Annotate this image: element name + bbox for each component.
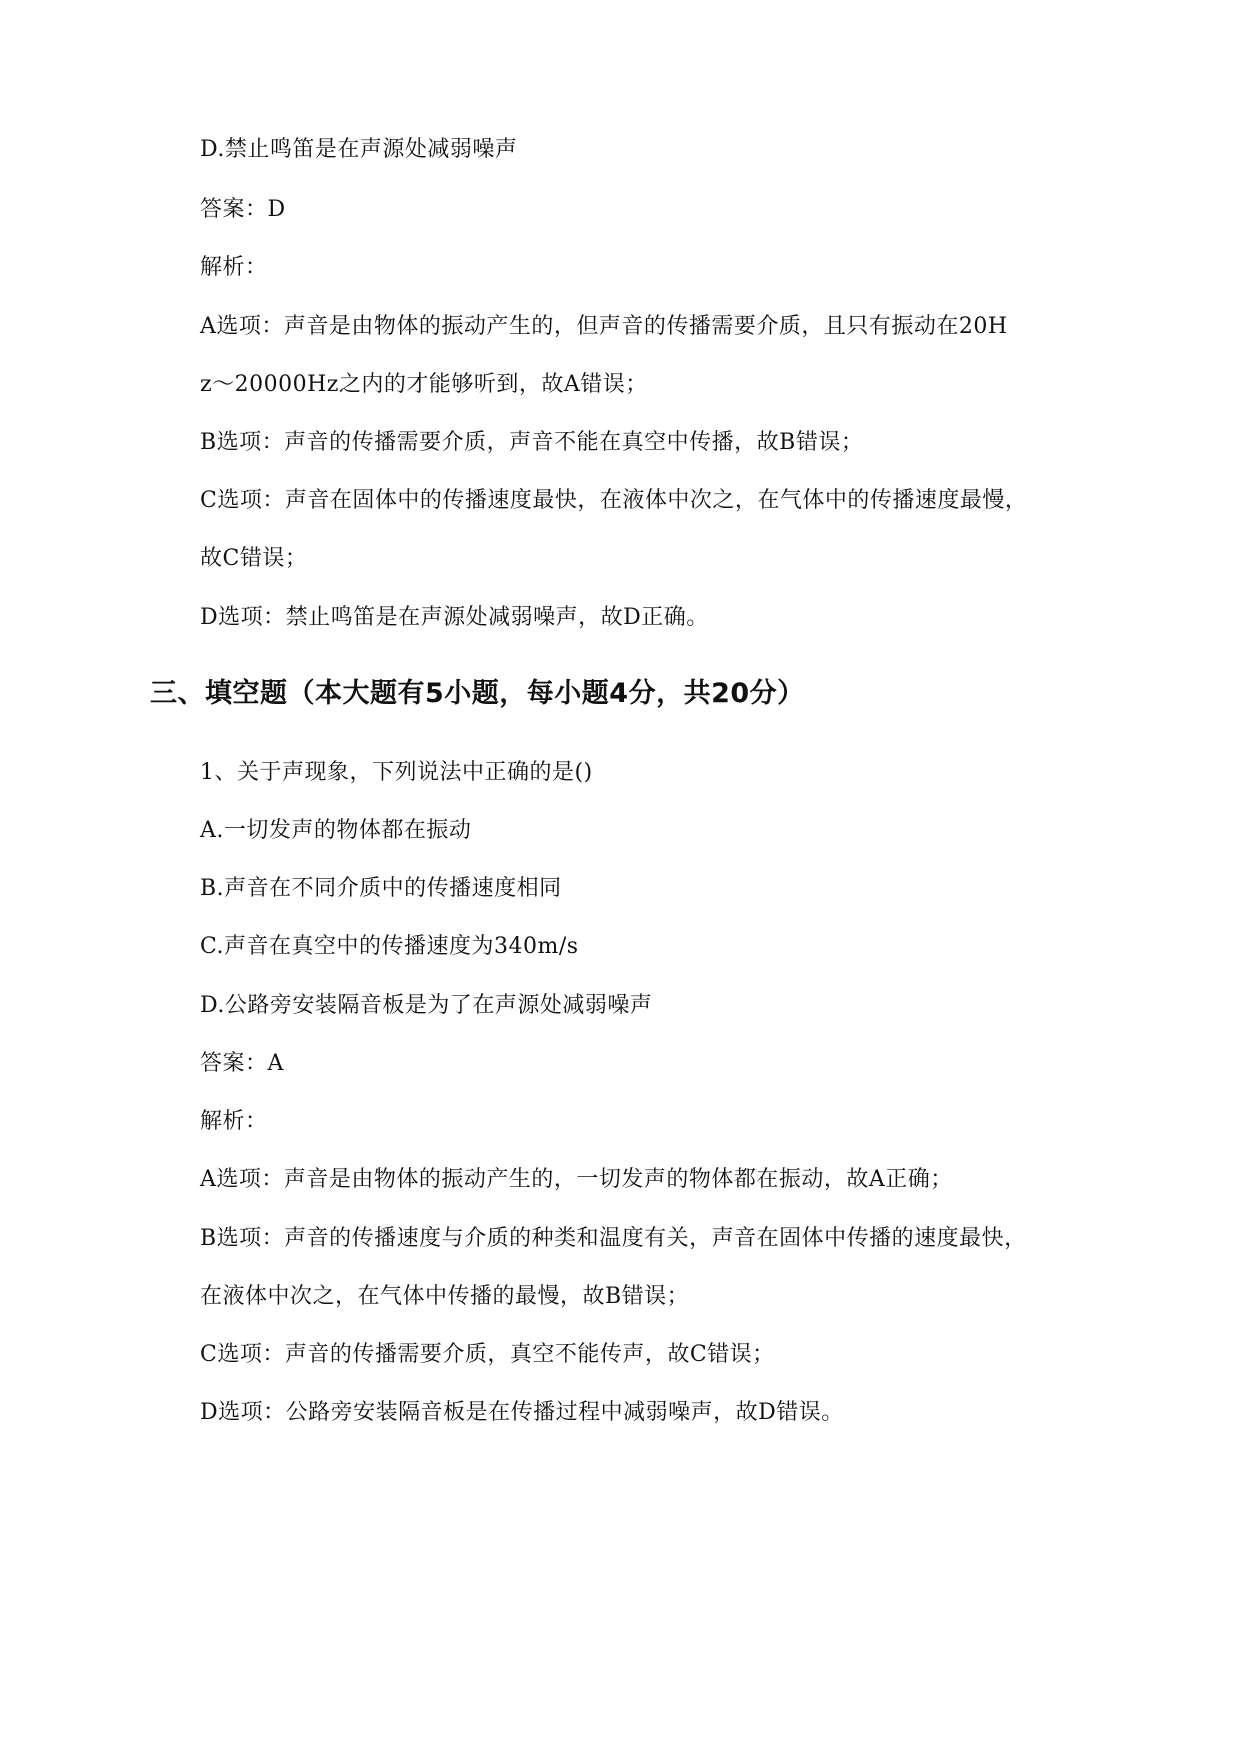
question-analysis-line: 在液体中次之，在气体中传播的最慢，故B错误； <box>200 1284 690 1309</box>
prev-analysis-line: B选项：声音的传播需要介质，声音不能在真空中传播，故B错误； <box>200 430 864 455</box>
prev-analysis-line: 故C错误； <box>200 546 308 571</box>
prev-option-d: D.禁止鸣笛是在声源处减弱噪声 <box>200 137 518 162</box>
question-answer: 答案：A <box>200 1051 284 1076</box>
question-option: D.公路旁安装隔音板是为了在声源处减弱噪声 <box>200 993 653 1018</box>
prev-analysis-label: 解析： <box>200 255 268 280</box>
question-analysis-line: A选项：声音是由物体的振动产生的，一切发声的物体都在振动，故A正确； <box>200 1167 953 1192</box>
question-analysis-line: D选项：公路旁安装隔音板是在传播过程中减弱噪声，故D错误。 <box>200 1400 844 1425</box>
question-option: A.一切发声的物体都在振动 <box>200 818 472 843</box>
question-option: C.声音在真空中的传播速度为340m/s <box>200 934 579 959</box>
section-heading: 三、填空题（本大题有5小题，每小题4分，共20分） <box>150 678 805 709</box>
question-analysis-line: B选项：声音的传播速度与介质的种类和温度有关，声音在固体中传播的速度最快， <box>200 1226 1027 1251</box>
prev-analysis-line: z～20000Hz之内的才能够听到，故A错误； <box>200 372 648 397</box>
prev-analysis-line: A选项：声音是由物体的振动产生的，但声音的传播需要介质，且只有振动在20H <box>200 314 1008 339</box>
question-stem: 1、关于声现象，下列说法中正确的是() <box>200 760 593 785</box>
prev-answer: 答案：D <box>200 197 286 222</box>
question-option: B.声音在不同介质中的传播速度相同 <box>200 876 562 901</box>
question-analysis-line: C选项：声音的传播需要介质，真空不能传声，故C错误； <box>200 1342 775 1367</box>
prev-analysis-line: C选项：声音在固体中的传播速度最快，在液体中次之，在气体中的传播速度最慢， <box>200 488 1028 513</box>
question-analysis-label: 解析： <box>200 1109 268 1134</box>
prev-analysis-line: D选项：禁止鸣笛是在声源处减弱噪声，故D正确。 <box>200 605 709 630</box>
